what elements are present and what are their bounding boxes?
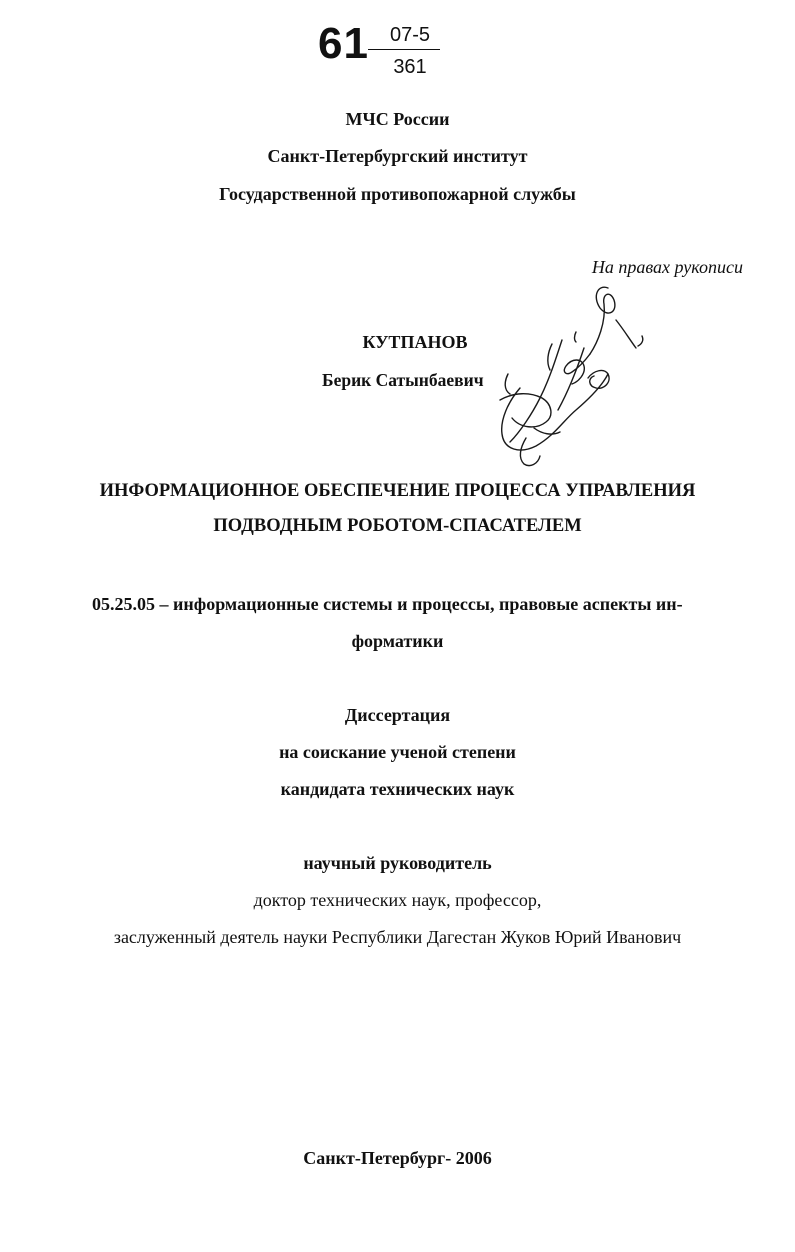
stamp-denominator: 361 — [393, 56, 427, 78]
stamp-main-number: 61 — [318, 19, 369, 68]
organization-institute: Санкт-Петербургский институт — [267, 146, 528, 166]
manuscript-rights-note: На правах рукописи — [591, 257, 743, 277]
supervisor-degree: доктор технических наук, профессор, — [253, 890, 542, 910]
title-line-1: ИНФОРМАЦИОННОЕ ОБЕСПЕЧЕНИЕ ПРОЦЕССА УПРАВЛЕНИЯ — [99, 481, 696, 501]
organization-service: Государственной противопожарной службы — [219, 184, 576, 204]
supervisor-name: заслуженный деятель науки Республики Дагестан Жуков Юрий Иванович — [113, 927, 682, 947]
place-and-year: Санкт-Петербург- 2006 — [303, 1148, 492, 1168]
author-surname: КУТПАНОВ — [362, 332, 468, 352]
degree-name: кандидата технических наук — [280, 779, 515, 799]
specialty-continuation: форматики — [351, 631, 444, 651]
degree-purpose: на соискание ученой степени — [279, 742, 516, 762]
handwritten-signature — [480, 282, 655, 472]
specialty-code-line: 05.25.05 – информационные системы и процессы, правовые аспекты ин- — [92, 594, 683, 614]
author-given-names: Берик Сатынбаевич — [322, 370, 484, 390]
organization-ministry: МЧС России — [345, 109, 450, 129]
document-type: Диссертация — [344, 705, 451, 725]
stamp-fraction-rule — [368, 49, 440, 50]
stamp-numerator: 07-5 — [389, 24, 431, 46]
supervisor-heading: научный руководитель — [303, 853, 492, 873]
title-line-2: ПОДВОДНЫМ РОБОТОМ-СПАСАТЕЛЕМ — [213, 516, 582, 536]
